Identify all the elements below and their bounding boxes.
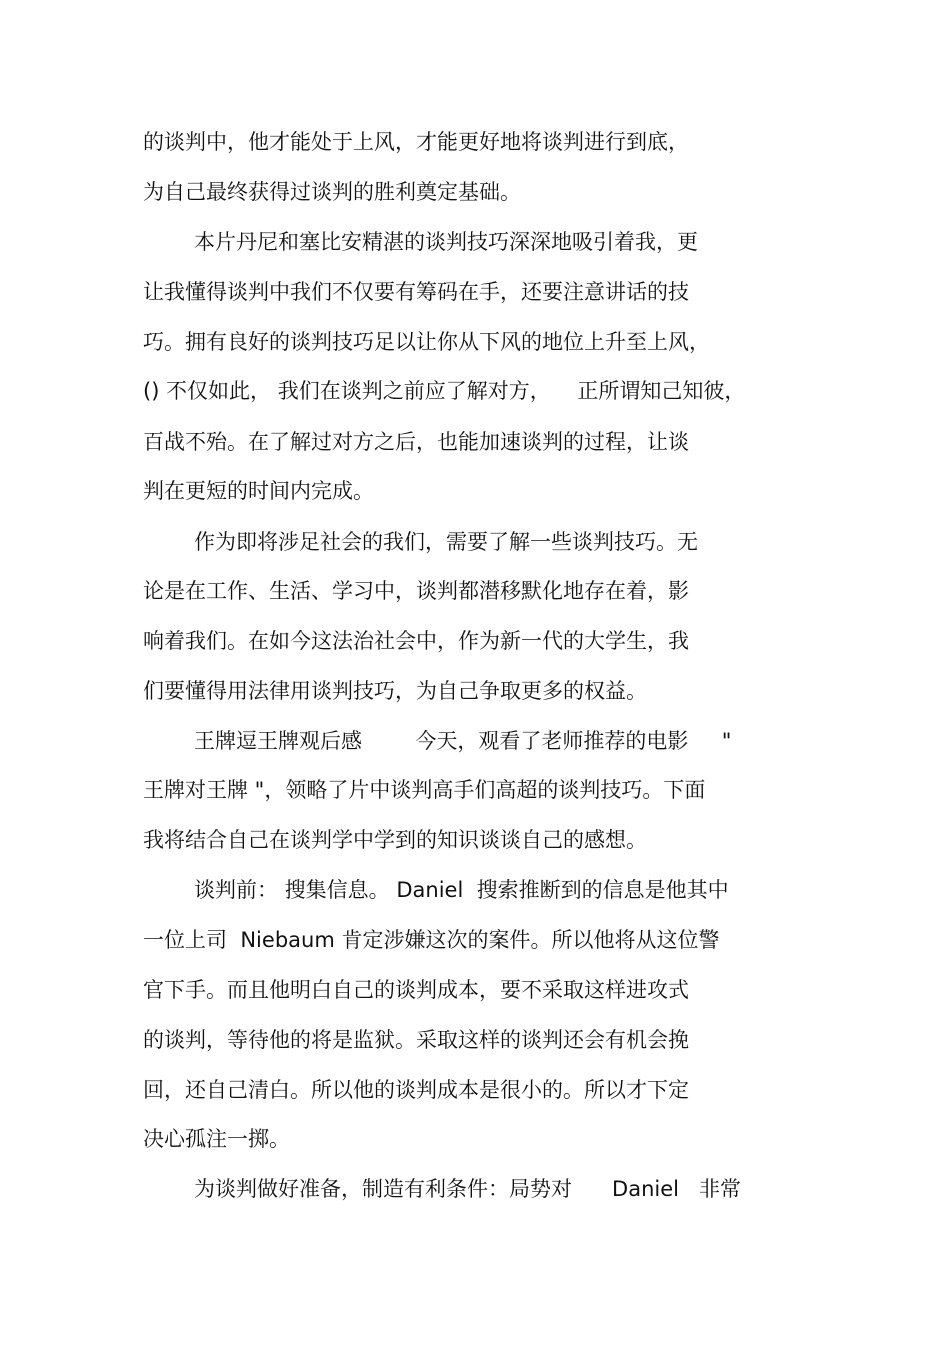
paragraph-start-line: 王牌逗王牌观后感 今天，观看了老师推荐的电影 " xyxy=(194,729,732,753)
text-line: 为自己最终获得过谈判的胜利奠定基础。 xyxy=(143,180,521,204)
paragraph-start-line: 为谈判做好准备，制造有利条件：局势对 Daniel 非常 xyxy=(194,1177,742,1201)
text-line: 回，还自己清白。所以他的谈判成本是很小的。所以才下定 xyxy=(143,1078,689,1102)
text-line: 巧。拥有良好的谈判技巧足以让你从下风的地位上升至上风， xyxy=(143,330,710,354)
text-line: 百战不殆。在了解过对方之后，也能加速谈判的过程，让谈 xyxy=(143,430,689,454)
text-line: 们要懂得用法律用谈判技巧，为自己争取更多的权益。 xyxy=(143,679,647,703)
text-line: 王牌对王牌 "，领略了片中谈判高手们高超的谈判技巧。下面 xyxy=(143,778,706,802)
text-line: 让我懂得谈判中我们不仅要有筹码在手，还要注意讲话的技 xyxy=(143,280,689,304)
paragraph-start-line: 谈判前： 搜集信息。 Daniel 搜索推断到的信息是他其中 xyxy=(194,878,729,902)
text-line: 决心孤注一掷。 xyxy=(143,1127,290,1151)
text-line: 的谈判中，他才能处于上风，才能更好地将谈判进行到底， xyxy=(143,130,689,154)
text-line: 论是在工作、生活、学习中，谈判都潜移默化地存在着，影 xyxy=(143,579,689,603)
text-line: 的谈判，等待他的将是监狱。采取这样的谈判还会有机会挽 xyxy=(143,1028,689,1052)
paragraph-start-line: 作为即将涉足社会的我们，需要了解一些谈判技巧。无 xyxy=(194,530,698,554)
paragraph-start-line: 本片丹尼和塞比安精湛的谈判技巧深深地吸引着我，更 xyxy=(194,230,698,254)
text-line: 一位上司 Niebaum 肯定涉嫌这次的案件。所以他将从这位警 xyxy=(143,928,720,952)
text-line: 我将结合自己在谈判学中学到的知识谈谈自己的感想。 xyxy=(143,828,647,852)
text-line: 响着我们。在如今这法治社会中，作为新一代的大学生，我 xyxy=(143,629,689,653)
text-line: 判在更短的时间内完成。 xyxy=(143,479,374,503)
text-line: () 不仅如此， 我们在谈判之前应了解对方， 正所谓知己知彼， xyxy=(143,379,746,403)
text-line: 官下手。而且他明白自己的谈判成本，要不采取这样进攻式 xyxy=(143,978,689,1002)
